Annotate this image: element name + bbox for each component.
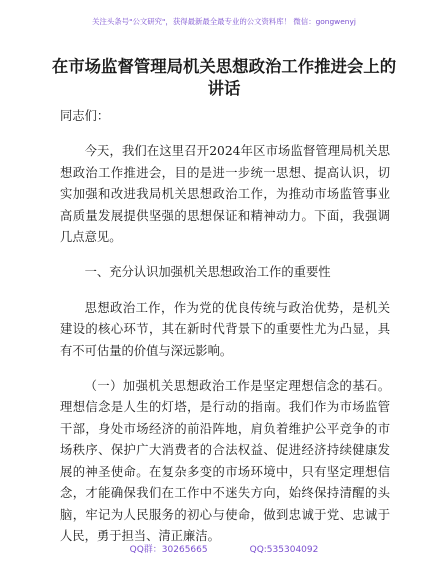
section-paragraph: 思想政治工作，作为党的优良传统与政治优势，是机关建设的核心环节，其在新时代背景下的重要性尤为凸显，具有不可估量的价值与深远影响。 [60, 300, 390, 358]
document-title: 在市场监督管理局机关思想政治工作推进会上的讲话 [51, 57, 397, 98]
footer-qq-contact: QQ:535304092 [249, 545, 319, 555]
footer-qq-group: QQ群：30265665 [129, 545, 208, 555]
section-heading: 一、充分认识加强机关思想政治工作的重要性 [84, 265, 331, 280]
intro-paragraph: 今天，我们在这里召开2024年区市场监督管理局机关思想政治工作推进会，目的是进一步统一思想、提高认识，切实加强和改进我局机关思想政治工作，为推动市场监管事业高质量发展提供坚强的思想保证和精神动力。下面，我强调几点意见。 [60, 144, 390, 245]
document-body [60, 106, 390, 561]
subsection-paragraph: （一）加强机关思想政治工作是坚定理想信念的基石。理想信念是人生的灯塔，是行动的指南。我们作为市场监管干部，身处市场经济的前沿阵地，肩负着维护公平竞争的市场秩序、保护广大消费者的合法权益、促进经济持续健康发展的神圣使命。在复杂多变的市场环境中，只有坚定理想信念，才能确保我们在工作中不迷失方向，始终保持清醒的头脑，牢记为人民服务的初心与使命，做到忠诚于党、忠诚于人民，勇于担当、清正廉洁。 [60, 379, 390, 543]
top-banner: 关注头条号"公文研究"，获得最新最全最专业的公文资料库！ 微信：gongwenyj [92, 17, 356, 26]
footer [0, 542, 448, 555]
salutation: 同志们： [60, 109, 110, 123]
